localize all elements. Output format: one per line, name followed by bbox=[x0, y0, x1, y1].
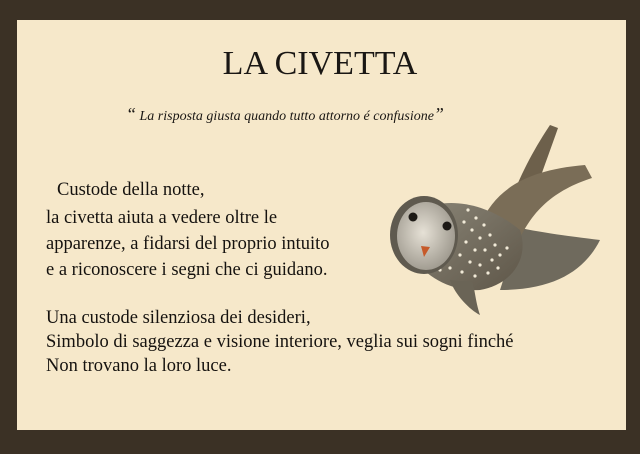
owl-eye-left bbox=[409, 213, 418, 222]
paragraph-line: Simbolo di saggezza e visione interiore, veglia sui sogni finché bbox=[46, 332, 514, 352]
page-title: LA CIVETTA bbox=[222, 45, 418, 82]
paragraph-line: la civetta aiuta a vedere oltre le bbox=[46, 208, 278, 228]
paragraph-line: Non trovano la loro luce. bbox=[46, 356, 232, 376]
owl-face bbox=[397, 202, 455, 270]
paragraph-line: Una custode silenziosa dei desideri, bbox=[46, 308, 311, 328]
paragraph-line: apparenze, a fidarsi del proprio intuito bbox=[46, 234, 330, 254]
quote-open: “ bbox=[126, 104, 137, 124]
paragraph-line: e a riconoscere i segni che ci guidano. bbox=[46, 260, 328, 280]
owl-eye-right bbox=[443, 222, 452, 231]
paragraph-line: Custode della notte, bbox=[57, 180, 205, 200]
quote-close: ” bbox=[433, 104, 444, 124]
owl-illustration bbox=[380, 110, 610, 330]
quote-text: La risposta giusta quando tutto attorno é confusione bbox=[136, 109, 434, 124]
